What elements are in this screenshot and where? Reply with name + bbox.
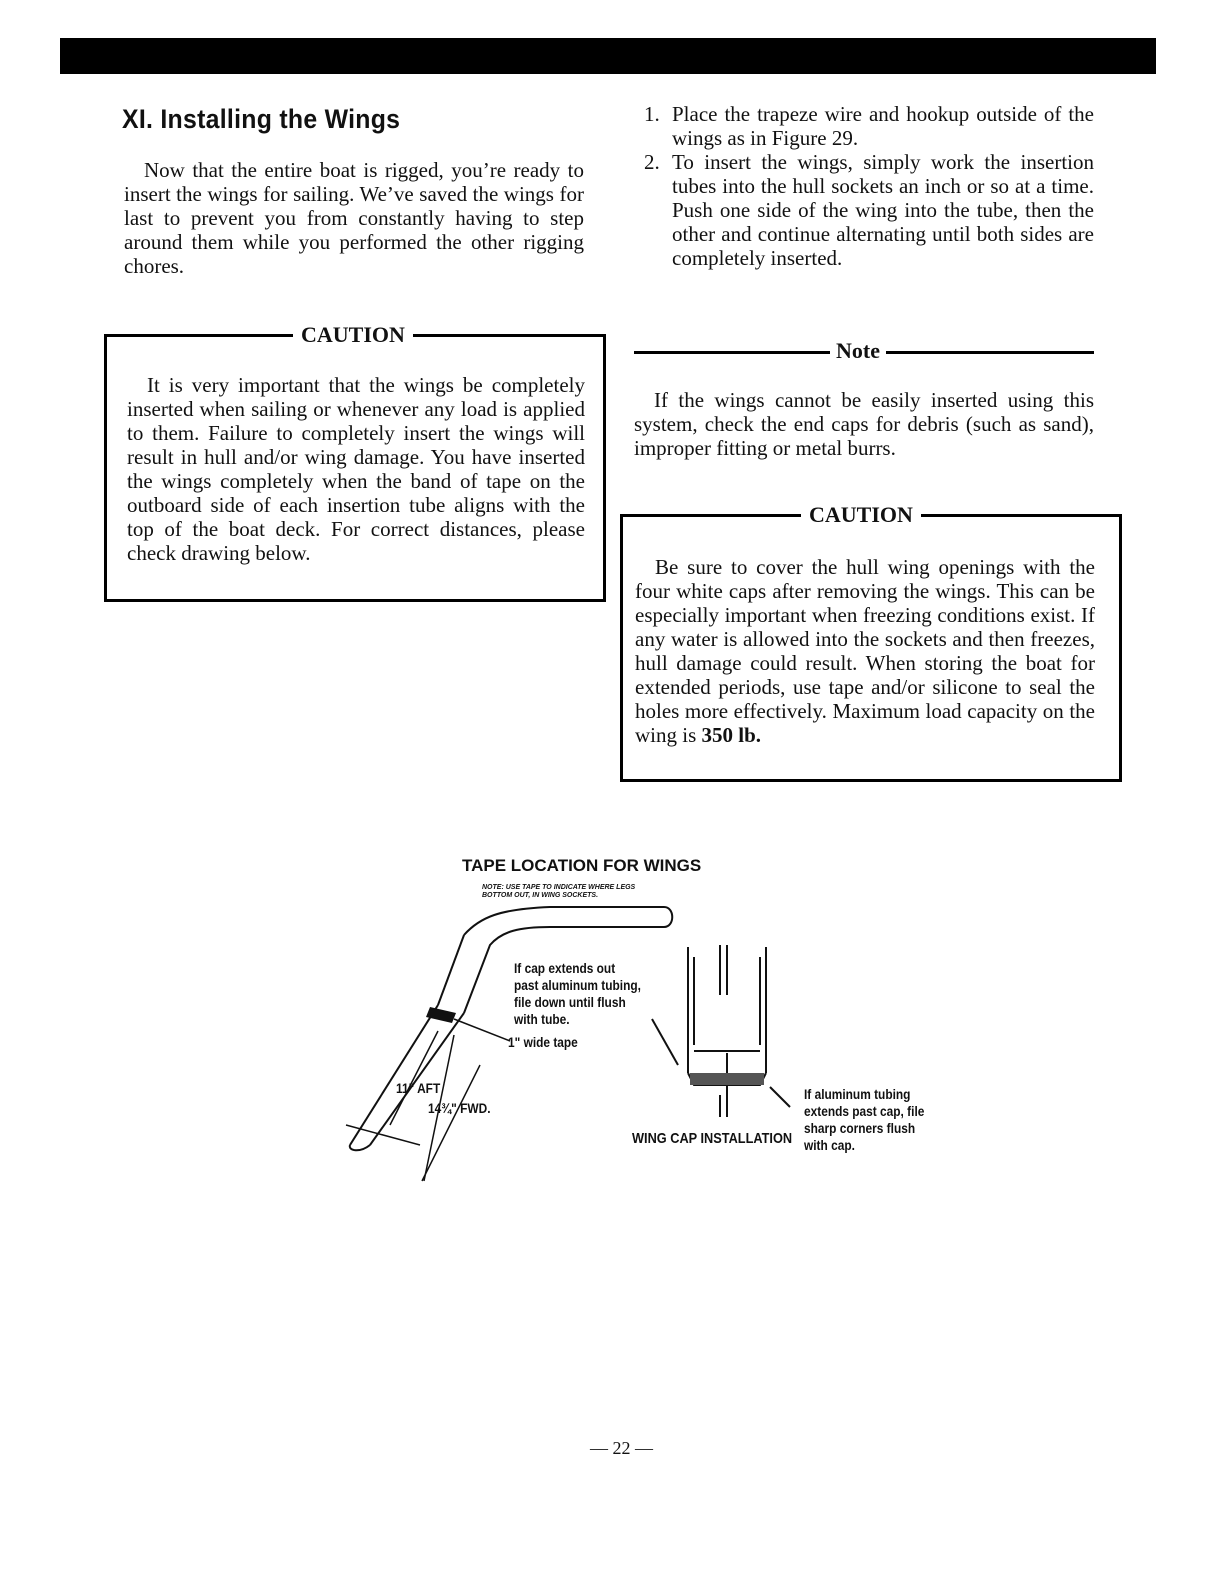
fwd-label: 14¾" FWD. <box>428 1100 491 1116</box>
section-title: XI. Installing the Wings <box>122 104 401 134</box>
tape-band <box>426 1007 456 1023</box>
caution-text-body: Be sure to cover the hull wing openings with the four white caps after removing the wings. This can be especially important when freezing conditions exist. If any water is allowed into the sockets and then freezes, hull damage could result. When storing the boat for extended periods, use tape and/or silicone to seal the holes more effectively. Maximum load capacity on the wing is <box>635 555 1095 747</box>
aft-label: 11" AFT <box>396 1080 441 1096</box>
load-capacity: 350 lb. <box>701 723 762 747</box>
installation-label: WING CAP INSTALLATION <box>632 1130 793 1147</box>
installation-steps <box>642 102 1094 270</box>
tubing-label: If aluminum tubing extends past cap, file sharp corners flush with cap. <box>804 1086 925 1153</box>
page-number: — 22 — <box>590 1438 653 1458</box>
step-text: To insert the wings, simply work the insertion tubes into the hull sockets an inch or so at a time. Push one side of the wing into the tube, then the other and continue alternating until both sides are completely inserted. <box>672 150 1094 270</box>
step-number: 2. <box>644 150 660 174</box>
diagram-note: NOTE: USE TAPE TO INDICATE WHERE LEGS BOTTOM OUT, IN WING SOCKETS. <box>482 884 636 899</box>
note-title: Note <box>830 339 886 363</box>
caution-box-left <box>104 322 606 602</box>
caution-title-left: CAUTION <box>293 323 413 347</box>
step-number: 1. <box>644 102 660 126</box>
list-item <box>642 102 1094 150</box>
caution-title-right: CAUTION <box>801 503 921 527</box>
caution-text-left: It is very important that the wings be completely inserted when sailing or whenever any load is applied to them. Failure to completely insert the wings will result in hull and/or wing damage. You have inserted the wings completely when the band of tape on the outboard side of each insertion tube aligns with the top of the boat deck. For correct distances, please check drawing below. <box>127 373 585 565</box>
step-text: Place the trapeze wire and hookup outside of the wings as in Figure 29. <box>672 102 1094 150</box>
diagram-title: TAPE LOCATION FOR WINGS <box>462 856 702 875</box>
caution-box-right <box>620 502 1122 782</box>
caution-text-right <box>635 555 1095 747</box>
cap-label: If cap extends out past aluminum tubing, file down until flush with tube. <box>514 960 641 1027</box>
tape-label: 1" wide tape <box>508 1034 578 1050</box>
wing-tube-drawing <box>350 907 672 1150</box>
intro-paragraph: Now that the entire boat is rigged, you’re ready to insert the wings for sailing. We’ve saved the wings for last to prevent you from constantly having to step around them while you performed the other rigging chores. <box>124 158 584 278</box>
wing-cap-drawing <box>652 945 790 1117</box>
top-black-bar <box>60 38 1156 74</box>
list-item <box>642 150 1094 270</box>
wing-cap <box>690 1073 764 1085</box>
note-text: If the wings cannot be easily inserted using this system, check the end caps for debris (such as sand), improper fitting or metal burrs. <box>634 388 1094 460</box>
